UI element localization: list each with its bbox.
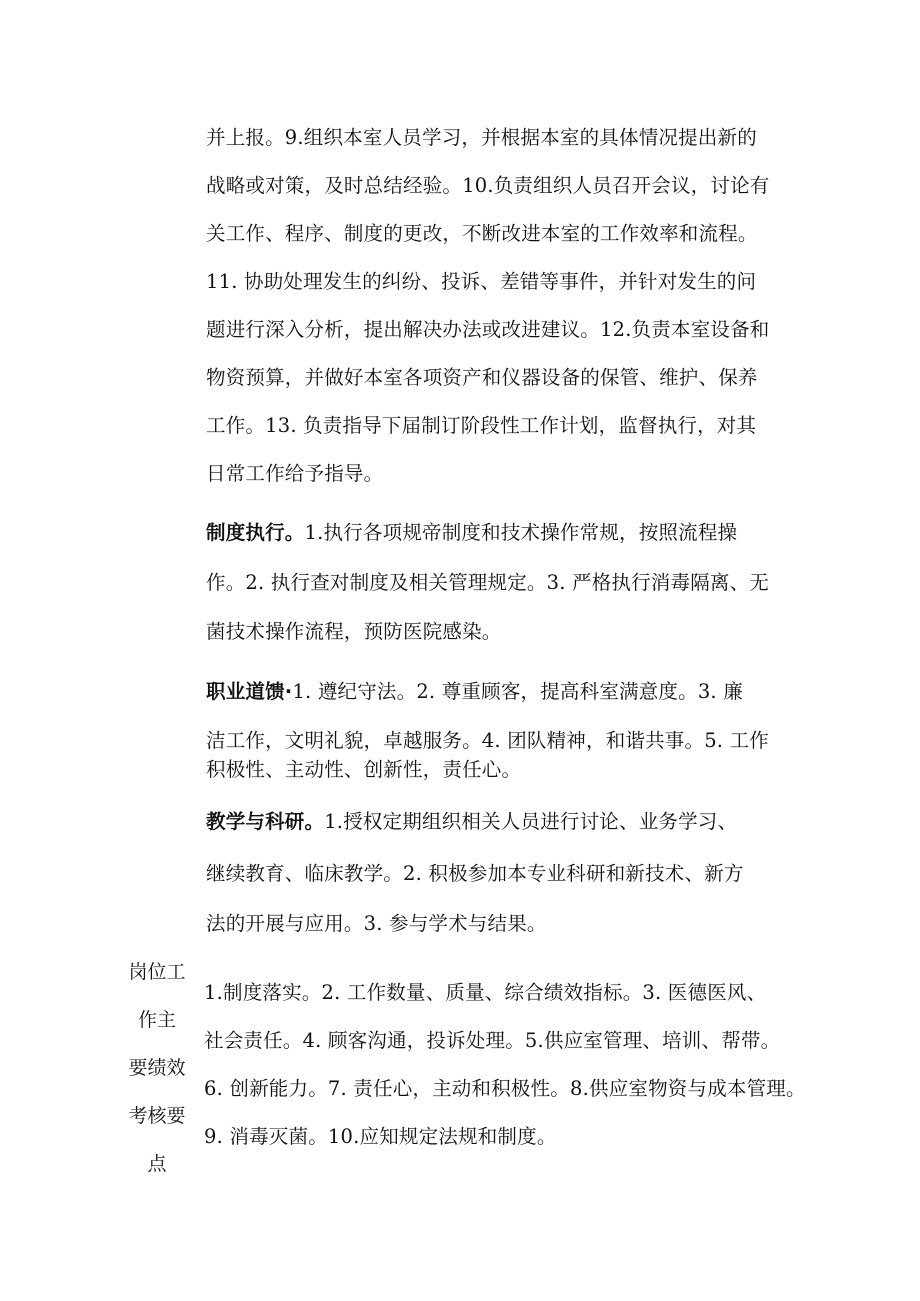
- text-line: 并上报。9.组织本室人员学习，并根据本室的具体情况提出新的: [206, 126, 757, 149]
- text-line: 菌技术操作流程，预防医院感染。: [206, 620, 502, 643]
- section-heading: 教学与科研。: [206, 810, 325, 833]
- text-line: 日常工作给予指导。: [206, 462, 384, 485]
- section-heading: 制度执行。: [206, 521, 305, 544]
- text-line: [206, 521, 737, 545]
- section-text: 1.执行各项规帝制度和技术操作常规，按照流程操: [304, 521, 738, 544]
- text-line: 法的开展与应用。3. 参与学术与结果。: [206, 912, 547, 935]
- text-line: 社会责任。4. 顾客沟通，投诉处理。5.供应室管理、培训、帮带。: [204, 1029, 781, 1052]
- text-line: 继续教育、临床教学。2. 积极参加本专业科研和新技术、新方: [206, 862, 744, 885]
- text-line: 工作。13. 负责指导下届制订阶段性工作计划，监督执行，对其: [206, 414, 757, 437]
- text-line: 6. 创新能力。7. 责任心，主动和积极性。8.供应室物资与成本管理。: [204, 1077, 806, 1100]
- text-line: 战略或对策，及时总结经验。10.负责组织人员召开会议，讨论有: [206, 174, 770, 197]
- text-line: [206, 680, 743, 704]
- label-line: 作主: [137, 1009, 176, 1031]
- text-line: 题进行深入分析，提出解决办法或改进建议。12.负责本室设备和: [206, 318, 770, 341]
- text-line: 关工作、程序、制度的更改，不断改进本室的工作效率和流程。: [206, 222, 758, 245]
- text-line: 1.制度落实。2. 工作数量、质量、综合绩效指标。3. 医德医风、: [204, 981, 767, 1004]
- label-line: 要绩效: [128, 1057, 186, 1079]
- label-line: 岗位工: [128, 961, 186, 983]
- text-line: 物资预算，并做好本室各项资产和仪器设备的保管、维护、保养: [206, 366, 758, 389]
- section-text: 1. 遵纪守法。2. 尊重顾客，提高科室满意度。3. 廉: [292, 680, 743, 703]
- text-line: 作。2. 执行查对制度及相关管理规定。3. 严格执行消毒隔离、无: [206, 571, 770, 594]
- text-line: 9. 消毒灭菌。10.应知规定法规和制度。: [204, 1125, 557, 1148]
- section-heading: 职业道馈·: [206, 680, 293, 703]
- label-line: 考核要: [128, 1105, 186, 1127]
- text-line: 积极性、主动性、创新性，责任心。: [206, 758, 522, 781]
- section-text: 1.授权定期组织相关人员进行讨论、业务学习、: [324, 810, 738, 833]
- text-line: 11. 协助处理发生的纠纷、投诉、差错等事件，并针对发生的问: [206, 270, 757, 293]
- text-line: [206, 810, 737, 834]
- label-line: 点: [147, 1153, 167, 1175]
- text-line: 洁工作，文明礼貌，卓越服务。4. 团队精神，和谐共事。5. 工作: [206, 729, 770, 752]
